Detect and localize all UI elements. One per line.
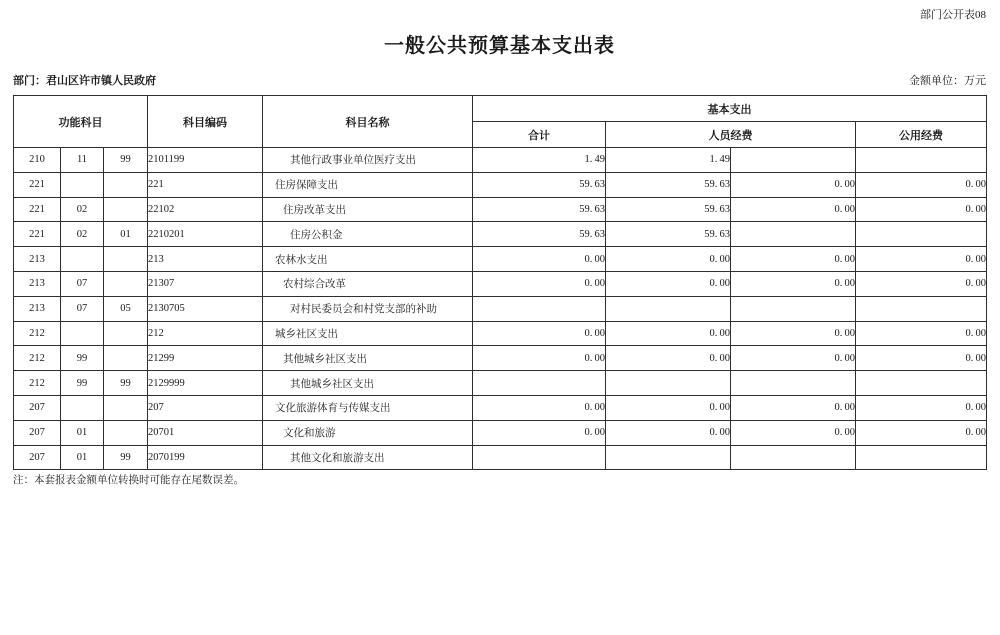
- cell-subject-name: 住房保障支出: [263, 172, 473, 197]
- cell-func-subclass: 01: [61, 445, 104, 470]
- cell-subject-code: 2210201: [148, 222, 263, 247]
- table-row: [14, 172, 987, 197]
- cell-subject-code: 213: [148, 247, 263, 272]
- cell-total: 59. 63: [473, 222, 606, 247]
- table-body: [14, 148, 987, 470]
- cell-public-funds: 0. 00: [856, 271, 987, 296]
- cell-personnel-funds-2: [731, 296, 856, 321]
- table-header: [14, 96, 987, 148]
- table-row: [14, 197, 987, 222]
- cell-func-item: [104, 346, 148, 371]
- table-row: [14, 247, 987, 272]
- cell-func-class: 212: [14, 321, 61, 346]
- col-header-subject-name: 科目名称: [263, 96, 473, 148]
- cell-public-funds: 0. 00: [856, 197, 987, 222]
- cell-subject-code: 2101199: [148, 148, 263, 173]
- table-row: [14, 321, 987, 346]
- cell-func-class: 207: [14, 445, 61, 470]
- cell-subject-code: 21299: [148, 346, 263, 371]
- amount-unit-label: 金额单位：万元: [909, 75, 986, 87]
- cell-personnel-funds: 59. 63: [606, 172, 731, 197]
- cell-subject-name: 住房改革支出: [263, 197, 473, 222]
- cell-subject-name: 对村民委员会和村党支部的补助: [263, 296, 473, 321]
- cell-personnel-funds: 0. 00: [606, 321, 731, 346]
- cell-subject-name: 其他城乡社区支出: [263, 371, 473, 396]
- cell-func-item: 99: [104, 148, 148, 173]
- cell-personnel-funds-2: 0. 00: [731, 247, 856, 272]
- cell-personnel-funds: 1. 49: [606, 148, 731, 173]
- cell-func-item: [104, 172, 148, 197]
- table-row: [14, 346, 987, 371]
- cell-total: 0. 00: [473, 271, 606, 296]
- cell-subject-code: 221: [148, 172, 263, 197]
- cell-total: 0. 00: [473, 395, 606, 420]
- cell-total: 59. 63: [473, 197, 606, 222]
- cell-total: [473, 445, 606, 470]
- cell-personnel-funds-2: [731, 445, 856, 470]
- cell-personnel-funds: 59. 63: [606, 197, 731, 222]
- meta-row: [13, 74, 986, 88]
- table-row: [14, 222, 987, 247]
- cell-subject-code: 22102: [148, 197, 263, 222]
- cell-total: 0. 00: [473, 321, 606, 346]
- col-header-basic-expenditure: 基本支出: [473, 96, 987, 122]
- cell-func-class: 221: [14, 197, 61, 222]
- cell-func-subclass: 99: [61, 371, 104, 396]
- cell-personnel-funds-2: 0. 00: [731, 420, 856, 445]
- page-title: 一般公共预算基本支出表: [384, 35, 615, 57]
- cell-subject-name: 农林水支出: [263, 247, 473, 272]
- table-row: [14, 296, 987, 321]
- cell-func-subclass: 02: [61, 197, 104, 222]
- cell-total: 59. 63: [473, 172, 606, 197]
- cell-personnel-funds: 0. 00: [606, 346, 731, 371]
- cell-subject-name: 农村综合改革: [263, 271, 473, 296]
- cell-func-item: [104, 395, 148, 420]
- cell-func-item: 99: [104, 371, 148, 396]
- cell-subject-code: 207: [148, 395, 263, 420]
- cell-subject-name: 其他行政事业单位医疗支出: [263, 148, 473, 173]
- cell-func-item: [104, 197, 148, 222]
- cell-personnel-funds-2: 0. 00: [731, 271, 856, 296]
- department-label: 部门：君山区许市镇人民政府: [13, 75, 156, 87]
- cell-func-item: [104, 321, 148, 346]
- cell-func-class: 212: [14, 346, 61, 371]
- cell-total: [473, 296, 606, 321]
- cell-func-class: 213: [14, 296, 61, 321]
- table-row: [14, 271, 987, 296]
- cell-func-class: 213: [14, 271, 61, 296]
- cell-subject-code: 2070199: [148, 445, 263, 470]
- cell-personnel-funds-2: [731, 371, 856, 396]
- cell-func-item: 01: [104, 222, 148, 247]
- header-row-1: [14, 96, 987, 122]
- cell-func-subclass: [61, 321, 104, 346]
- cell-func-item: 05: [104, 296, 148, 321]
- cell-func-subclass: 99: [61, 346, 104, 371]
- cell-subject-name: 文化和旅游: [263, 420, 473, 445]
- cell-subject-name: 文化旅游体育与传媒支出: [263, 395, 473, 420]
- cell-public-funds: [856, 296, 987, 321]
- cell-subject-name: 城乡社区支出: [263, 321, 473, 346]
- cell-personnel-funds-2: 0. 00: [731, 172, 856, 197]
- cell-personnel-funds-2: [731, 222, 856, 247]
- table-row: [14, 395, 987, 420]
- table-row: [14, 445, 987, 470]
- cell-subject-code: 20701: [148, 420, 263, 445]
- cell-func-item: [104, 271, 148, 296]
- cell-func-subclass: 11: [61, 148, 104, 173]
- cell-personnel-funds: [606, 371, 731, 396]
- cell-func-class: 213: [14, 247, 61, 272]
- cell-personnel-funds-2: 0. 00: [731, 197, 856, 222]
- cell-personnel-funds: 0. 00: [606, 395, 731, 420]
- cell-public-funds: 0. 00: [856, 172, 987, 197]
- cell-func-item: [104, 420, 148, 445]
- table-row: [14, 371, 987, 396]
- table-row: [14, 420, 987, 445]
- cell-total: [473, 371, 606, 396]
- cell-func-subclass: 07: [61, 296, 104, 321]
- expenditure-table: [13, 95, 987, 470]
- budget-report-page: [13, 8, 986, 488]
- cell-personnel-funds-2: 0. 00: [731, 346, 856, 371]
- cell-func-class: 212: [14, 371, 61, 396]
- col-header-personnel-funds: 人员经费: [606, 122, 856, 148]
- cell-personnel-funds: 59. 63: [606, 222, 731, 247]
- cell-subject-name: 其他城乡社区支出: [263, 346, 473, 371]
- cell-personnel-funds: 0. 00: [606, 271, 731, 296]
- cell-personnel-funds: 0. 00: [606, 247, 731, 272]
- cell-public-funds: 0. 00: [856, 346, 987, 371]
- cell-func-subclass: [61, 395, 104, 420]
- cell-public-funds: 0. 00: [856, 395, 987, 420]
- cell-public-funds: [856, 148, 987, 173]
- cell-subject-code: 21307: [148, 271, 263, 296]
- cell-subject-name: 其他文化和旅游支出: [263, 445, 473, 470]
- cell-public-funds: 0. 00: [856, 321, 987, 346]
- table-row: [14, 148, 987, 173]
- cell-func-subclass: [61, 247, 104, 272]
- cell-personnel-funds-2: 0. 00: [731, 395, 856, 420]
- cell-subject-code: 2129999: [148, 371, 263, 396]
- cell-func-item: 99: [104, 445, 148, 470]
- cell-subject-name: 住房公积金: [263, 222, 473, 247]
- cell-subject-code: 2130705: [148, 296, 263, 321]
- cell-personnel-funds: [606, 296, 731, 321]
- cell-total: 0. 00: [473, 247, 606, 272]
- cell-total: 0. 00: [473, 346, 606, 371]
- cell-total: 1. 49: [473, 148, 606, 173]
- cell-public-funds: [856, 445, 987, 470]
- col-header-total: 合计: [473, 122, 606, 148]
- cell-subject-code: 212: [148, 321, 263, 346]
- col-header-public-funds: 公用经费: [856, 122, 987, 148]
- cell-personnel-funds-2: [731, 148, 856, 173]
- doc-code-label: 部门公开表08: [920, 9, 986, 21]
- cell-func-class: 210: [14, 148, 61, 173]
- cell-func-class: 221: [14, 172, 61, 197]
- cell-public-funds: [856, 222, 987, 247]
- cell-func-subclass: 07: [61, 271, 104, 296]
- cell-func-item: [104, 247, 148, 272]
- cell-public-funds: 0. 00: [856, 247, 987, 272]
- cell-func-subclass: [61, 172, 104, 197]
- cell-personnel-funds: [606, 445, 731, 470]
- cell-public-funds: 0. 00: [856, 420, 987, 445]
- cell-personnel-funds-2: 0. 00: [731, 321, 856, 346]
- cell-func-class: 207: [14, 395, 61, 420]
- col-header-functional-subject: 功能科目: [14, 96, 148, 148]
- cell-func-class: 207: [14, 420, 61, 445]
- cell-personnel-funds: 0. 00: [606, 420, 731, 445]
- footnote: 注：本套报表金额单位转换时可能存在尾数误差。: [13, 475, 244, 487]
- cell-func-subclass: 01: [61, 420, 104, 445]
- cell-total: 0. 00: [473, 420, 606, 445]
- col-header-subject-code: 科目编码: [148, 96, 263, 148]
- cell-func-class: 221: [14, 222, 61, 247]
- cell-func-subclass: 02: [61, 222, 104, 247]
- cell-public-funds: [856, 371, 987, 396]
